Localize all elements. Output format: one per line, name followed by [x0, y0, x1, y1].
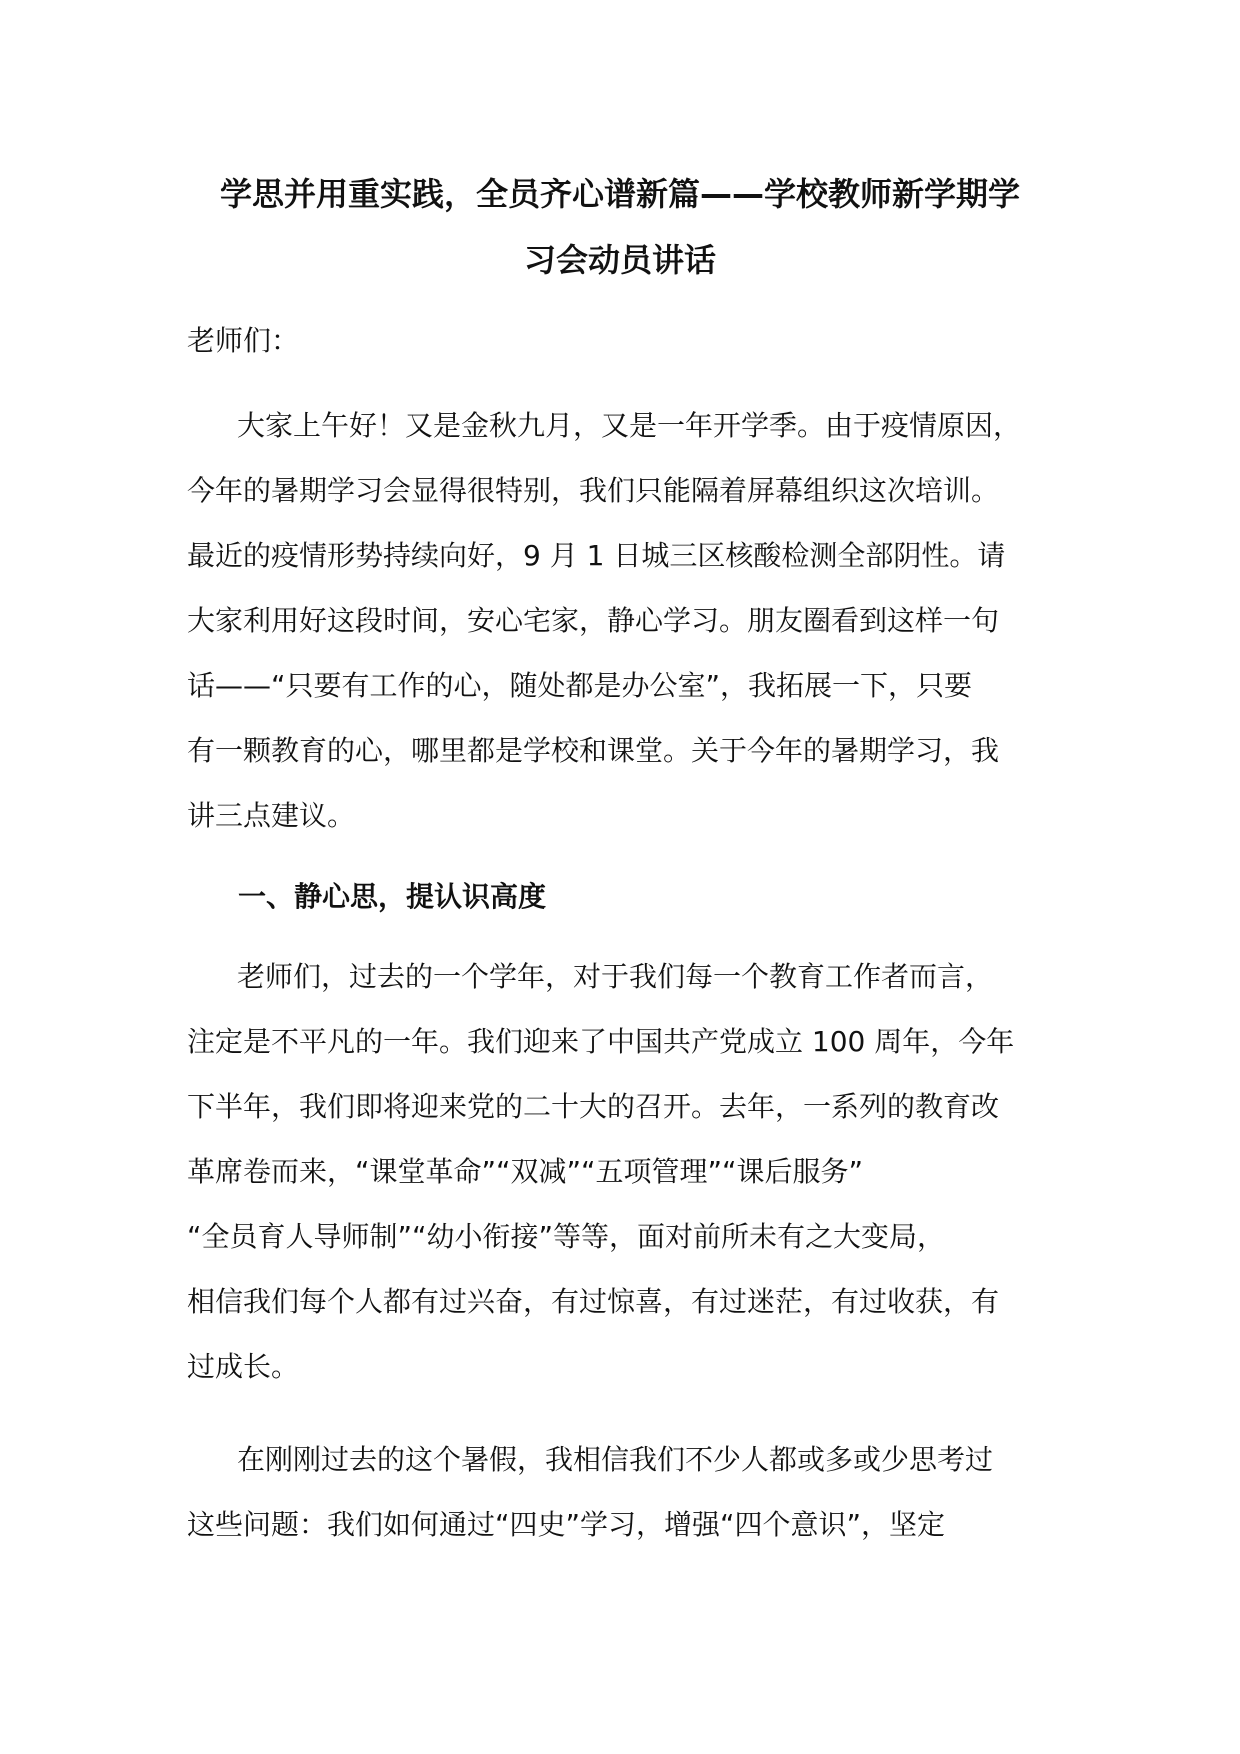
salutation: 老师们：	[187, 324, 300, 357]
paragraph-line: 大家利用好这段时间，安心宅家，静心学习。朋友圈看到这样一句	[187, 604, 1000, 637]
paragraph-line: 过成长。	[187, 1350, 300, 1383]
paragraph-line: 讲三点建议。	[187, 799, 356, 832]
document-title-line-2: 习会动员讲话	[523, 241, 716, 279]
section-heading: 一、静心思，提认识高度	[238, 880, 547, 913]
paragraph-line: 话——“只要有工作的心，随处都是办公室”，我拓展一下，只要	[187, 669, 973, 702]
paragraph-line: 最近的疫情形势持续向好，9 月 1 日城三区核酸检测全部阴性。请	[187, 539, 1006, 572]
paragraph-line: 革席卷而来，“课堂革命”“双减”“五项管理”“课后服务”	[187, 1155, 864, 1188]
paragraph-line: 老师们，过去的一个学年，对于我们每一个教育工作者而言，	[237, 960, 994, 993]
paragraph-line: 注定是不平凡的一年。我们迎来了中国共产党成立 100 周年，今年	[187, 1025, 1015, 1058]
paragraph-line: 大家上午好！又是金秋九月，又是一年开学季。由于疫情原因，	[237, 409, 1022, 442]
paragraph-line: 这些问题：我们如何通过“四史”学习，增强“四个意识”，坚定	[187, 1508, 946, 1541]
paragraph-3	[187, 1427, 1082, 1557]
paragraph-1	[187, 393, 1082, 848]
paragraph-line: 有一颗教育的心，哪里都是学校和课堂。关于今年的暑期学习，我	[187, 734, 1000, 767]
paragraph-line: 今年的暑期学习会显得很特别，我们只能隔着屏幕组织这次培训。	[187, 474, 1000, 507]
paragraph-2	[187, 944, 1082, 1399]
document-title-line-1: 学思并用重实践，全员齐心谱新篇——学校教师新学期学	[219, 175, 1020, 213]
paragraph-line: 相信我们每个人都有过兴奋，有过惊喜，有过迷茫，有过收获，有	[187, 1285, 1000, 1318]
paragraph-line: 在刚刚过去的这个暑假，我相信我们不少人都或多或少思考过	[237, 1443, 994, 1476]
paragraph-line: 下半年，我们即将迎来党的二十大的召开。去年，一系列的教育改	[187, 1090, 1000, 1123]
paragraph-line: “全员育人导师制”“幼小衔接”等等，面对前所未有之大变局，	[187, 1220, 946, 1253]
